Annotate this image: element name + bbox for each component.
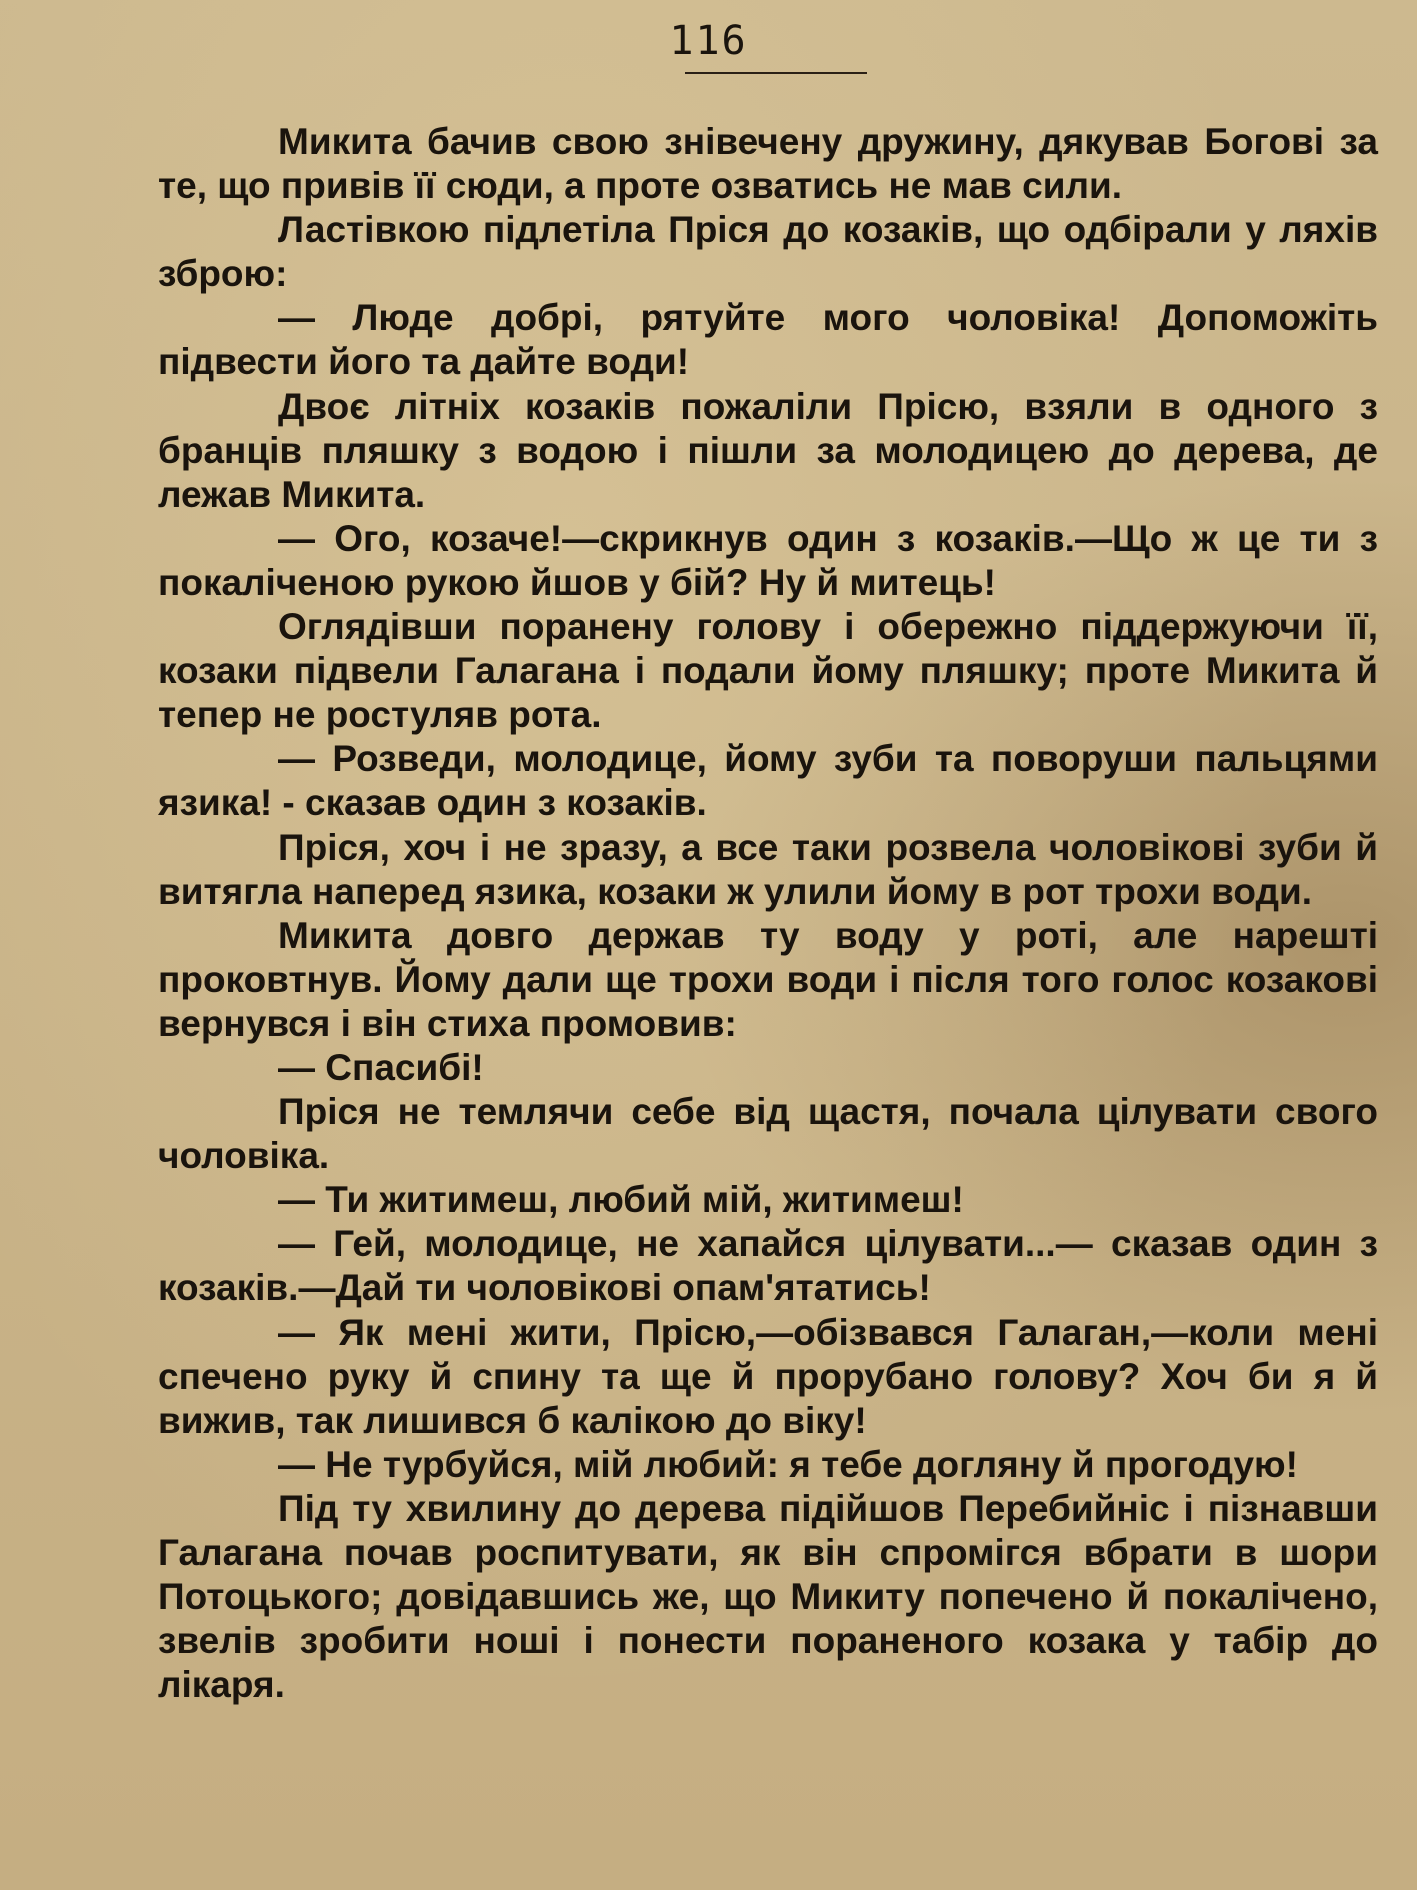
page-number: 116 [669,18,748,64]
paragraph: Пріся, хоч і не зразу, а все таки розвела чоловікові зуби й витягла наперед язика, козаки ж улили йому в рот трохи води. [158,826,1378,912]
paragraph: — Не турбуйся, мій любий: я тебе догляну й прогодую! [278,1443,1298,1485]
paragraph: Оглядівши поранену голову і обережно піддержуючи її, козаки підвели Галагана і подали йому пляшку; проте Микита й тепер не ростуляв рота. [158,606,1378,736]
paragraph: Пріся не темлячи себе від щастя, почала цілувати свого чоловіка. [158,1091,1378,1177]
header-rule [685,72,867,74]
paragraph: — Розведи, молодице, йому зуби та поворуши пальцями язика! - сказав один з козаків. [158,738,1378,824]
body-text [158,120,1378,1707]
paragraph: Під ту хвилину до дерева підійшов Перебийніс і пізнавши Галагана почав роспитувати, як він спромігся вбрати в шори Потоцького; довідавшись же, що Микиту попечено й покалічено, звелів зробити ноші і понести пораненого козака у табір до лікаря. [158,1487,1378,1706]
paragraph: Двоє літніх козаків пожаліли Прісю, взяли в одного з бранців пляшку з водою і пішли за молодицею до дерева, де лежав Микита. [158,385,1378,515]
paragraph: Ластівкою підлетіла Пріся до козаків, що одбірали у ляхів зброю: [158,209,1378,295]
paragraph: — Ти житимеш, любий мій, житимеш! [278,1179,964,1221]
paragraph: — Ого, козаче!—скрикнув один з козаків.—Що ж це ти з покаліченою рукою йшов у бій? Ну й митець! [158,517,1378,603]
paragraph: — Як мені жити, Прісю,—обізвався Галаган,—коли мені спечено руку й спину та ще й прорубано голову? Хоч би я й вижив, так лишився б калікою до віку! [158,1311,1378,1441]
paragraph: Микита бачив свою знівечену дружину, дякував Богові за те, що привів її сюди, а проте озватись не мав сили. [158,121,1378,207]
paragraph: — Спасибі! [278,1046,484,1088]
paragraph: — Люде добрі, рятуйте мого чоловіка! Допоможіть підвести його та дайте води! [158,297,1378,383]
paragraph: — Гей, молодице, не хапайся цілувати...— сказав один з козаків.—Дай ти чоловікові опам'ятатись! [158,1223,1378,1309]
paragraph: Микита довго держав ту воду у роті, але нарешті проковтнув. Йому дали ще трохи води і після того голос козакові вернувся і він стиха промовив: [158,914,1378,1044]
